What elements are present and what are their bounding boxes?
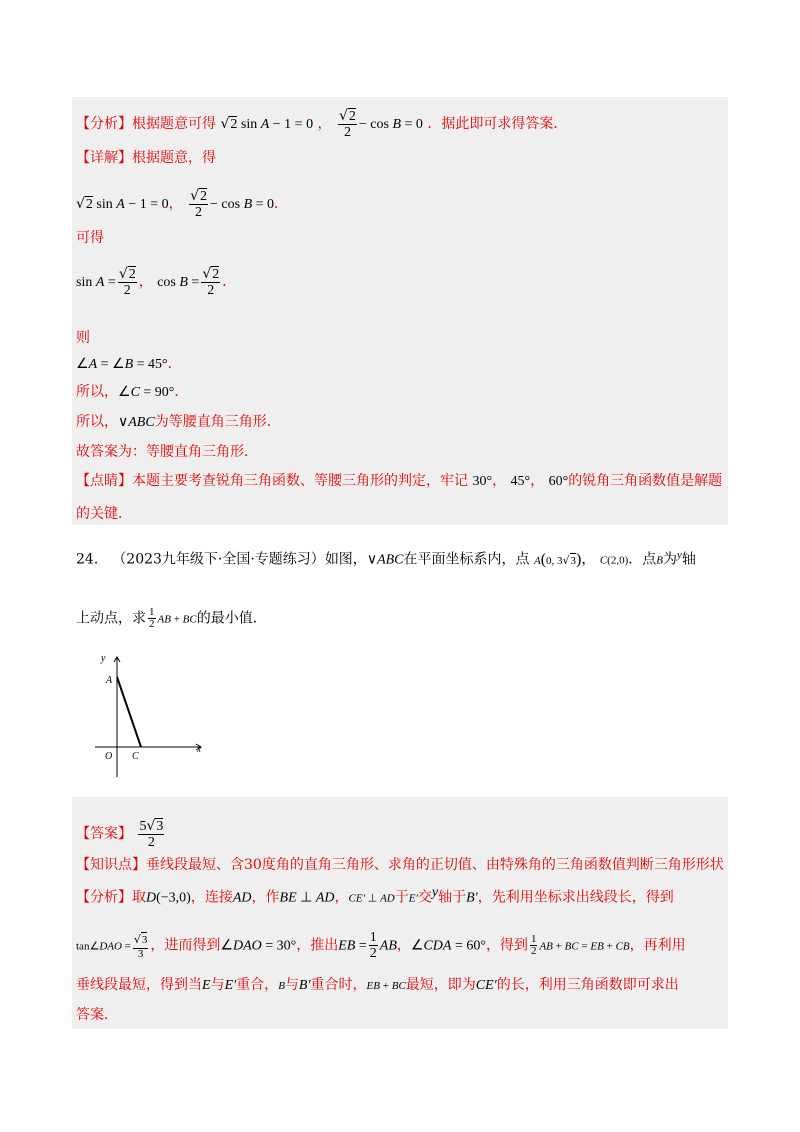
equation-2: $\frac{√2}{2}$ − cos B = 0 — [338, 108, 423, 140]
answer-24-line: 【答案】 $\frac{5√3}{2}$ — [76, 818, 164, 850]
key-point-tag: 【点睛】 — [76, 473, 132, 489]
detail-line — [76, 148, 216, 168]
ze-line: 则 — [76, 330, 90, 346]
key-point-line-2: 的关键． — [76, 506, 132, 522]
analysis-text: 根据题意可得 — [132, 116, 216, 132]
analysis-24-line-2: tan∠DAO = $\frac{√3}{3}$ ，进而得到∠DAO = 30°，推出EB = $\frac{1}{2}$ AB，∠CDA = 60°，得到 $\frac{1}{2}$ AB + BC = EB + CB，再利用 — [76, 930, 686, 961]
kede-line: 可得 — [76, 230, 104, 246]
analysis-24-line-1: 【分析】取D(−3,0)，连接AD，作BE ⊥ AD，CE′ ⊥ AD于E′交y轴于B′，先利用坐标求出线段长，得到 — [76, 885, 674, 906]
analysis-text-2: ．据此即可求得答案． — [427, 116, 568, 132]
result-line: sin A = $\frac{√2}{2}$ ， cos B = $\frac{√2}{2}$ ． — [76, 266, 237, 298]
label-a: A — [106, 675, 113, 686]
analysis-line: 【分析】根据题意可得 √2 sin A − 1 = 0 ， $\frac{√2}{2}$ − cos B = 0 ．据此即可求得答案． — [76, 108, 568, 140]
coordinate-figure — [95, 645, 210, 780]
angle-c-line: 所以，∠C = 90°． — [76, 384, 189, 400]
label-y: y — [101, 653, 106, 664]
question-24-line-2: 上动点，求 $\frac{1}{2}$ AB + BC的最小值． — [76, 606, 267, 630]
label-x: x — [197, 744, 201, 754]
detail-tag: 【详解】 — [76, 150, 132, 166]
detail-text: 根据题意，得 — [132, 150, 216, 166]
triangle-line: 所以，∨ABC为等腰直角三角形． — [76, 414, 281, 430]
label-c: C — [132, 751, 139, 762]
question-source: （2023九年级下·全国·专题练习） — [112, 551, 325, 568]
key-point-line: 【点睛】本题主要考查锐角三角函数、等腰三角形的判定，牢记 30°， 45°， 60°的锐角三角函数值是解题 — [76, 473, 723, 489]
question-24-line-1: 24． （2023九年级下·全国·专题练习）如图，∨ABC在平面坐标系内，点 A(0, 3√3)， C(2,0)．点B为$^y$轴 — [76, 549, 696, 568]
answer-line: 故答案为：等腰直角三角形． — [76, 444, 258, 460]
analysis-24-line-3: 垂线段最短，得到当E与E′重合，B与B′重合时，EB + BC最短，即为CE′的长，利用三角函数即可求出 — [76, 977, 679, 993]
analysis-tag: 【分析】 — [76, 116, 132, 132]
knowledge-tag: 【知识点】 — [76, 857, 146, 873]
knowledge-line — [76, 855, 724, 875]
analysis-24-line-4: 答案． — [76, 1007, 118, 1023]
equation-1: √2 sin A − 1 = 0 — [220, 116, 314, 132]
segment-ac — [117, 677, 141, 747]
question-number: 24． — [76, 551, 108, 568]
angle-equal-line: ∠A = ∠B = 45°． — [76, 356, 182, 372]
knowledge-text: 垂线段最短、含30度角的直角三角形、求角的正切值、由特殊角的三角函数值判断三角形形状 — [146, 857, 724, 873]
answer-tag: 【答案】 — [76, 826, 132, 842]
equation-line: √2 sin A − 1 = 0， $\frac{√2}{2}$ − cos B = 0． — [76, 188, 289, 220]
label-o: O — [105, 751, 113, 762]
